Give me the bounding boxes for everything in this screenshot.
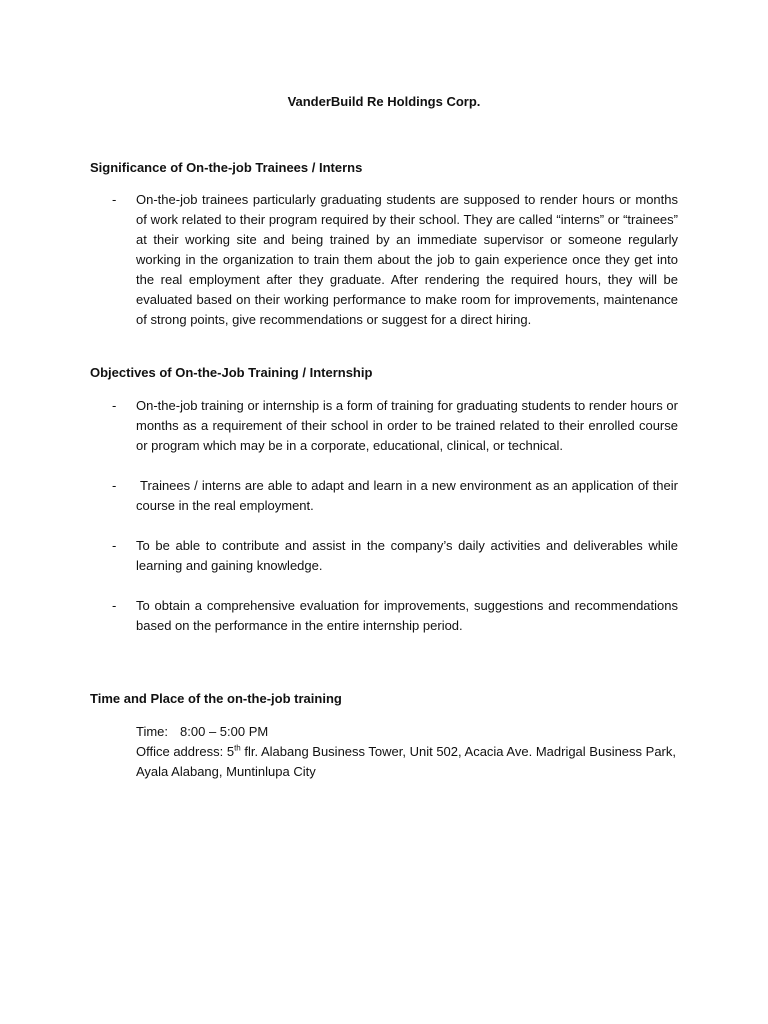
bullet-text: On-the-job trainees particularly graduating students are supposed to render hours or months of work related to their program required by their school. They are called “interns” or “trainees” at their working site and being trained by an immediate supervisor or someone regularly working in the organization to train them about the job to gain experience once they get into the real employment after they graduate. After rendering the required hours, they will be evaluated based on their working performance to make room for improvements, maintenance of strong points, give recommendations or suggest for a direct hiring. [136,192,678,327]
time-place-block [136,722,678,782]
bullet-marker: - [112,538,117,553]
list-item [90,596,678,636]
bullet-marker: - [112,478,117,493]
list-item [90,536,678,576]
bullet-text: On-the-job training or internship is a form of training for graduating students to render hours or months as a requirement of their school in order to be trained related to their enrolled course or program which may be in a corporate, educational, clinical, or technical. [136,398,678,453]
address-line [136,742,678,762]
address-line-2: Ayala Alabang, Muntinlupa City [136,764,316,779]
list-item [90,476,682,516]
list-item [90,190,678,330]
address-floor-suffix: th [234,743,241,753]
address-label: Office address: [136,744,224,759]
section-heading-time-place: Time and Place of the on-the-job training [90,691,342,706]
list-item [90,396,678,456]
bullet-text: Trainees / interns are able to adapt and learn in a new environment as an application of their course in the real employment. [136,478,682,513]
bullet-marker: - [112,598,117,613]
bullet-marker: - [112,192,117,207]
section-heading-objectives: Objectives of On-the-Job Training / Internship [90,365,373,380]
time-value: 8:00 – 5:00 PM [180,724,269,739]
company-title: VanderBuild Re Holdings Corp. [287,94,481,109]
bullet-marker: - [112,398,117,413]
section-heading-significance: Significance of On-the-job Trainees / Interns [90,160,363,175]
address-rest: flr. Alabang Business Tower, Unit 502, Acacia Ave. Madrigal Business Park, [240,744,676,759]
bullet-text: To be able to contribute and assist in the company’s daily activities and deliverables while learning and gaining knowledge. [136,538,678,573]
address-floor-number: 5 [226,744,235,759]
bullet-text: To obtain a comprehensive evaluation for improvements, suggestions and recommendations based on the performance in the entire internship period. [136,598,678,633]
time-line [136,722,678,742]
time-label: Time: [136,724,169,739]
